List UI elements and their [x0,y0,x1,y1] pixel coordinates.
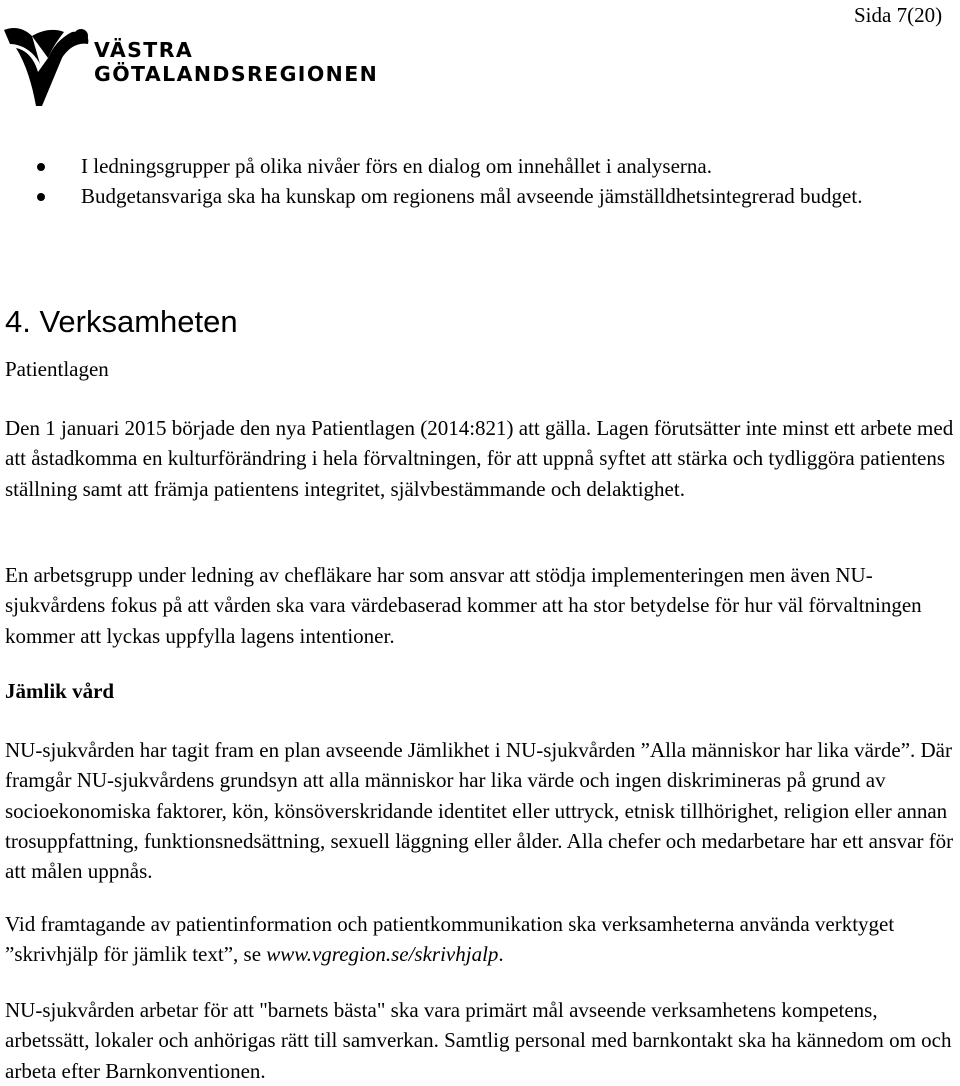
skrivhjalp-link[interactable]: www.vgregion.se/skrivhjalp [266,942,499,967]
vgr-logo [2,24,392,108]
paragraph-skrivhjalp [5,909,955,970]
logo-line-2: GÖTALANDSREGIONEN [94,62,379,86]
page-number: Sida 7(20) [854,3,943,27]
bullet-list [0,151,955,211]
bullet-item [0,181,955,211]
bullet-dot-icon [37,163,45,171]
subheading-jamlik-vard: Jämlik vård [5,679,115,703]
logo-text [94,38,378,86]
section-heading: 4. Verksamheten [5,304,238,339]
vgr-logo-mark-icon [2,24,90,108]
paragraph-barnets-basta: NU-sjukvården arbetar för att "barnets bästa" ska vara primärt mål avseende verksamhetens kompetens, arbetssätt, lokaler och anhörigas rätt till samverkan. Samtlig personal med barnkontakt ska ha kännedom om och arbeta efter Barnkonventionen. [5,998,952,1083]
bullet-text: Budgetansvariga ska ha kunskap om regionens mål avseende jämställdhetsintegrerad budget. [81,184,863,208]
skrivhjalp-end: . [498,942,504,967]
bullet-text: I ledningsgrupper på olika nivåer förs en dialog om innehållet i analyserna. [81,154,712,178]
skrivhjalp-text: Vid framtagande av patientinformation och patientkommunikation ska verksamheterna använda verktyget ”skrivhjälp för jämlik text”, se [5,912,895,967]
paragraph-jamlik-vard: NU-sjukvården har tagit fram en plan avseende Jämlikhet i NU-sjukvården ”Alla människor har lika värde”. Där framgår NU-sjukvårdens grundsyn att alla människor har lika värde och ingen diskrimineras på grund av socioekonomiska faktorer, kön, könsöverskridande identitet eller uttryck, etnisk tillhörighet, religion eller annan trosuppfattning, funktionsnedsättning, sexuell läggning eller ålder. Alla chefer och medarbetare har ett ansvar för att målen uppnås. [5,738,954,884]
subheading-patientlagen: Patientlagen [5,357,109,381]
paragraph-arbetsgrupp: En arbetsgrupp under ledning av chefläkare har som ansvar att stödja implementeringen men även NU-sjukvårdens fokus på att vården ska vara värdebaserad kommer att ha stor betydelse för hur väl förvaltningen kommer att lyckas uppfylla lagens intentioner. [5,563,922,648]
bullet-item [0,151,955,181]
bullet-dot-icon [37,193,45,201]
paragraph-patientlagen: Den 1 januari 2015 började den nya Patientlagen (2014:821) att gälla. Lagen förutsätter inte minst ett arbete med att åstadkomma en kulturförändring i hela förvaltningen, för att uppnå syftet att stärka och tydliggöra patientens ställning samt att främja patientens integritet, självbestämmande och delaktighet. [5,416,954,501]
logo-line-1: VÄSTRA [94,38,194,62]
